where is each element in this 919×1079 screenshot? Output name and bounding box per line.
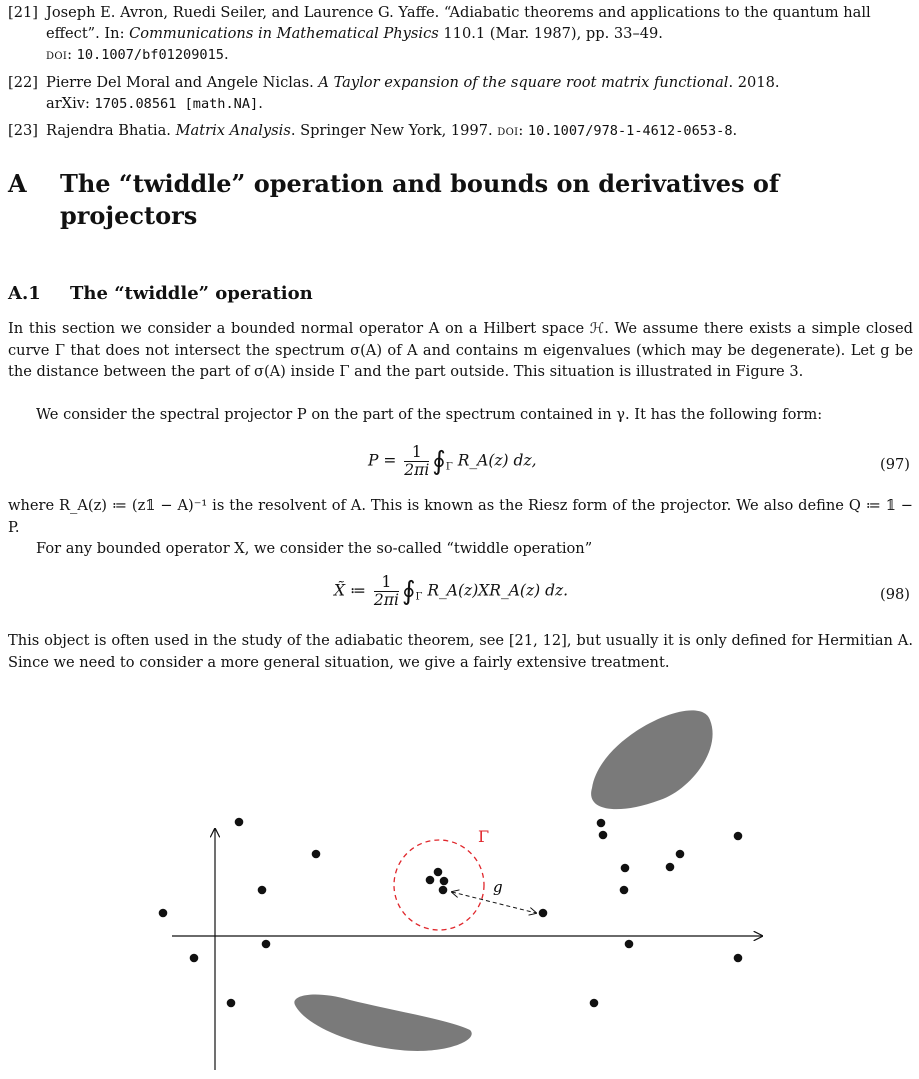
eigenvalue-point <box>599 831 608 840</box>
spectrum-blob-lower <box>294 995 471 1051</box>
reference-22: [22] Pierre Del Moral and Angele Niclas. A Taylor expansion of the square root matrix functional. 2018. arXiv: 1705.08561 [math.NA]. <box>8 74 780 112</box>
eigenvalue-point <box>190 954 199 963</box>
reference-21: [21] Joseph E. Avron, Ruedi Seiler, and Laurence G. Yaffe. “Adiabatic theorems and applications to the quantum hall effect”. In: Communications in Mathematical Physics 110.1 (Mar. 1987), pp. 33–49. doi: 10.1007/bf01209015. <box>8 4 871 63</box>
equation-number: (98) <box>880 586 910 603</box>
contour-integral-symbol: ∮ <box>401 576 416 607</box>
eigenvalue-points <box>159 818 743 1008</box>
eigenvalue-point <box>159 909 168 918</box>
eigenvalue-point <box>258 886 267 895</box>
eigenvalue-point <box>666 863 675 872</box>
arxiv-link[interactable]: 1705.08561 [math.NA] <box>94 96 259 112</box>
equation-lhs: P = <box>368 451 397 470</box>
equation-fraction: $\frac{1}{2\pi i}$ <box>373 573 399 609</box>
reference-details: . Springer New York, 1997. <box>290 122 493 139</box>
doi-label: doi <box>497 122 519 139</box>
eigenvalue-point <box>590 999 599 1008</box>
reference-authors: Joseph E. Avron, Ruedi Seiler, and Laurence G. Yaffe. <box>46 4 440 21</box>
integral-subscript: Γ <box>445 461 453 473</box>
reference-authors: Rajendra Bhatia. <box>46 122 171 139</box>
reference-number: [22] <box>8 74 38 91</box>
reference-23: [23] Rajendra Bhatia. Matrix Analysis. Springer New York, 1997. doi: 10.1007/978-1-4612-0653-8. <box>8 122 738 139</box>
eigenvalue-point <box>539 909 548 918</box>
section-number: A <box>8 169 27 198</box>
reference-title: “Adiabatic theorems and applications to the quantum hall effect”. In: <box>46 4 871 42</box>
subsection-number: A.1 <box>8 283 41 304</box>
reference-title: Matrix Analysis <box>175 122 291 139</box>
reference-title: A Taylor expansion of the square root matrix functional <box>318 74 729 91</box>
eigenvalue-point <box>235 818 244 827</box>
eigenvalue-point <box>439 886 448 895</box>
paragraph-adiabatic: This object is often used in the study of the adiabatic theorem, see [21, 12], but usually it is only defined for Hermitian A. Since we need to consider a more general situation, we give a fairly extensive treatment. <box>8 632 913 671</box>
reference-number: [21] <box>8 4 38 21</box>
paragraph-twiddle-intro: For any bounded operator X, we consider the so-called “twiddle operation” <box>36 540 593 557</box>
eigenvalue-point <box>312 850 321 859</box>
equation-body: R_A(z) dz, <box>457 451 537 470</box>
eigenvalue-point <box>625 940 634 949</box>
eigenvalue-point <box>434 868 443 877</box>
equation-number: (97) <box>880 456 910 473</box>
eigenvalue-point <box>440 877 449 886</box>
arxiv-label: arXiv: <box>46 95 90 112</box>
eigenvalue-point <box>426 876 435 885</box>
integral-subscript: Γ <box>415 591 423 603</box>
equation-body: R_A(z)XR_A(z) dz. <box>427 581 569 600</box>
contour-gamma-label: Γ <box>478 827 490 846</box>
contour-gamma <box>394 840 484 930</box>
paragraph-resolvent: where R_A(z) ≔ (z𝟙 − A)⁻¹ is the resolvent of A. This is known as the Riesz form of the projector. We also define Q ≔ 𝟙 − P. <box>8 497 913 536</box>
reference-authors: Pierre Del Moral and Angele Niclas. <box>46 74 314 91</box>
equation-lhs: X̃ ≔ <box>334 581 366 600</box>
eigenvalue-point <box>227 999 236 1008</box>
subsection-title: The “twiddle” operation <box>70 283 313 304</box>
eigenvalue-point <box>734 832 743 841</box>
equation-fraction: $\frac{1}{2\pi i}$ <box>404 443 430 479</box>
eigenvalue-point <box>621 864 630 873</box>
section-title: The “twiddle” operation and bounds on derivatives of projectors <box>60 169 780 230</box>
distance-label: g <box>493 878 503 896</box>
eigenvalue-point <box>262 940 271 949</box>
doi-link[interactable]: 10.1007/978-1-4612-0653-8 <box>527 123 733 139</box>
eigenvalue-point <box>676 850 685 859</box>
doi-link[interactable]: 10.1007/bf01209015 <box>76 47 224 63</box>
reference-number: [23] <box>8 122 38 139</box>
eigenvalue-point <box>734 954 743 963</box>
doi-label: doi <box>46 46 68 63</box>
reference-venue: Communications in Mathematical Physics <box>129 25 439 42</box>
paragraph-projector: We consider the spectral projector P on the part of the spectrum contained in γ. It has the following form: <box>36 406 823 423</box>
eigenvalue-point <box>620 886 629 895</box>
paragraph-intro: In this section we consider a bounded normal operator A on a Hilbert space ℋ. We assume there exists a simple closed curve Γ that does not intersect the spectrum σ(A) of A and contains m eigenvalues (which may be degenerate). Let g be the distance between the part of σ(A) inside Γ and the part outside. This situation is illustrated in Figure 3. <box>8 320 913 380</box>
spectrum-blob-upper <box>591 710 712 809</box>
eigenvalue-point <box>597 819 606 828</box>
reference-details: . 2018. <box>728 74 780 91</box>
reference-details: 110.1 (Mar. 1987), pp. 33–49. <box>443 25 663 42</box>
contour-integral-symbol: ∮ <box>432 446 446 477</box>
